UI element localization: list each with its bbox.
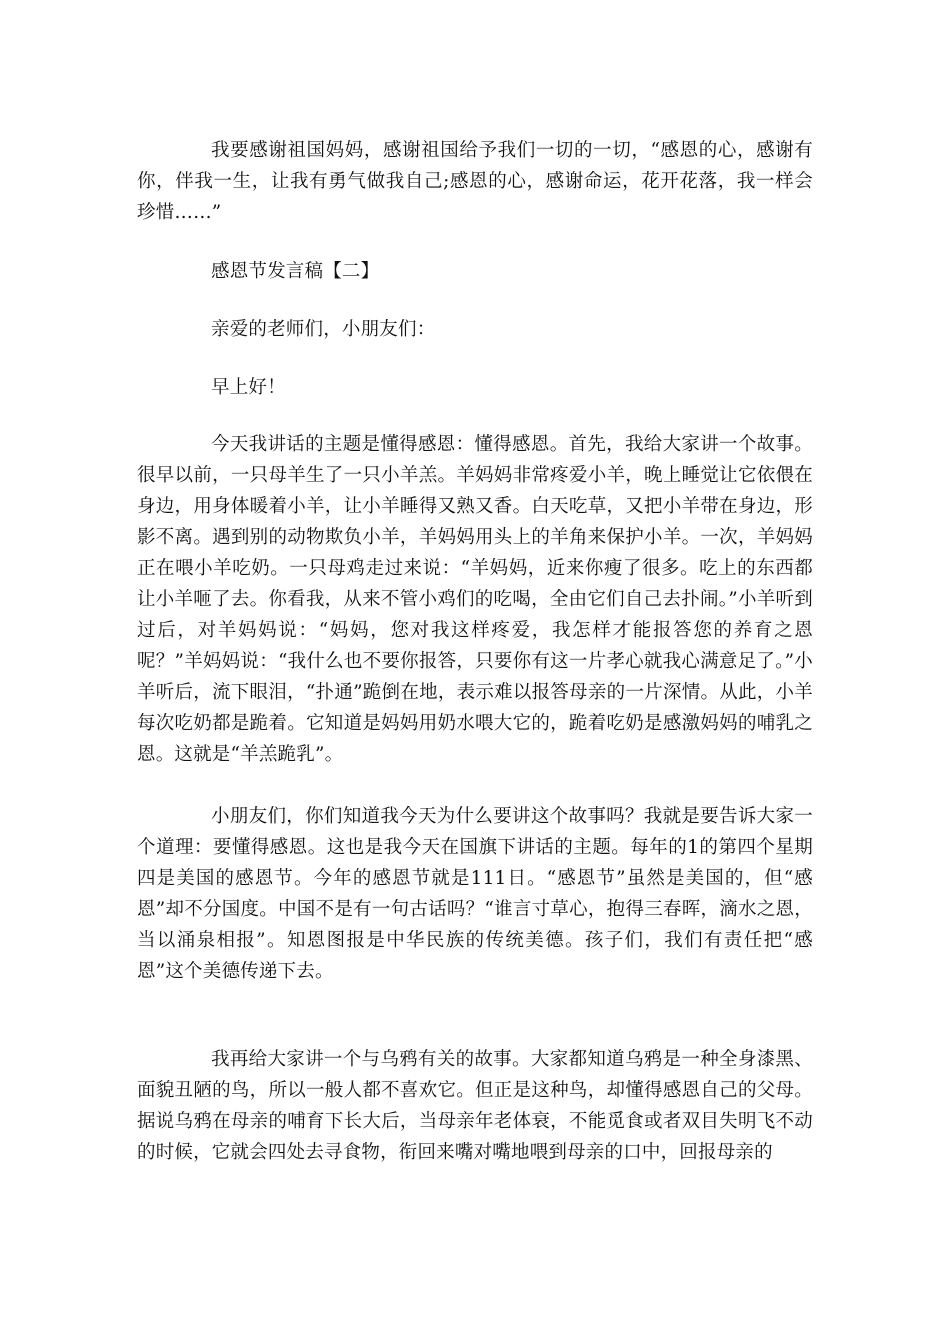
greeting: 早上好！ <box>211 377 286 398</box>
section-heading: 感恩节发言稿【二】 <box>211 261 380 282</box>
paragraph-crow-story: 我再给大家讲一个与乌鸦有关的故事。大家都知道乌鸦是一种全身漆黑、面貌丑陋的鸟，所以一般人都不喜欢它。但正是这种鸟，却懂得感恩自己的父母。据说乌鸦在母亲的哺育下长大后，当母亲年老体衰，不能觅食或者双目失明飞不动的时候，它就会四处去寻食物，衔回来嘴对嘴地喂到母亲的口中，回报母亲的 <box>137 1049 813 1163</box>
paragraph-gratitude-lesson: 小朋友们，你们知道我今天为什么要讲这个故事吗？我就是要告诉大家一个道理：要懂得感恩。这也是我今天在国旗下讲话的主题。每年的1的第四个星期四是美国的感恩节。今年的感恩节就是111日。“感恩节”虽然是美国的，但“感恩”却不分国度。中国不是有一句古话吗？“谁言寸草心，抱得三春晖，滴水之恩，当以涌泉相报”。知恩图报是中华民族的传统美德。孩子们，我们有责任把“感恩”这个美德传递下去。 <box>137 806 813 982</box>
paragraph-thanks-motherland: 我要感谢祖国妈妈，感谢祖国给予我们一切的一切，“感恩的心，感谢有你，伴我一生，让我有勇气做我自己;感恩的心，感谢命运，花开花落，我一样会珍惜……” <box>137 140 813 223</box>
salutation: 亲爱的老师们，小朋友们： <box>211 319 436 340</box>
paragraph-lamb-story: 今天我讲话的主题是懂得感恩：懂得感恩。首先，我给大家讲一个故事。很早以前，一只母羊生了一只小羊羔。羊妈妈非常疼爱小羊，晚上睡觉让它依偎在身边，用身体暖着小羊，让小羊睡得又熟又香。白天吃草，又把小羊带在身边，形影不离。遇到别的动物欺负小羊，羊妈妈用头上的羊角来保护小羊。一次，羊妈妈正在喂小羊吃奶。一只母鸡走过来说：“羊妈妈，近来你瘦了很多。吃上的东西都让小羊咂了去。你看我，从来不管小鸡们的吃喝，全由它们自己去扑闹。”小羊听到过后，对羊妈妈说：“妈妈，您对我这样疼爱，我怎样才能报答您的养育之恩呢？”羊妈妈说：“我什么也不要你报答，只要你有这一片孝心就我心满意足了。”小羊听后，流下眼泪，“扑通”跪倒在地，表示难以报答母亲的一片深情。从此，小羊每次吃奶都是跪着。它知道是妈妈用奶水喂大它的，跪着吃奶是感激妈妈的哺乳之恩。这就是“羊羔跪乳”。 <box>137 434 813 765</box>
